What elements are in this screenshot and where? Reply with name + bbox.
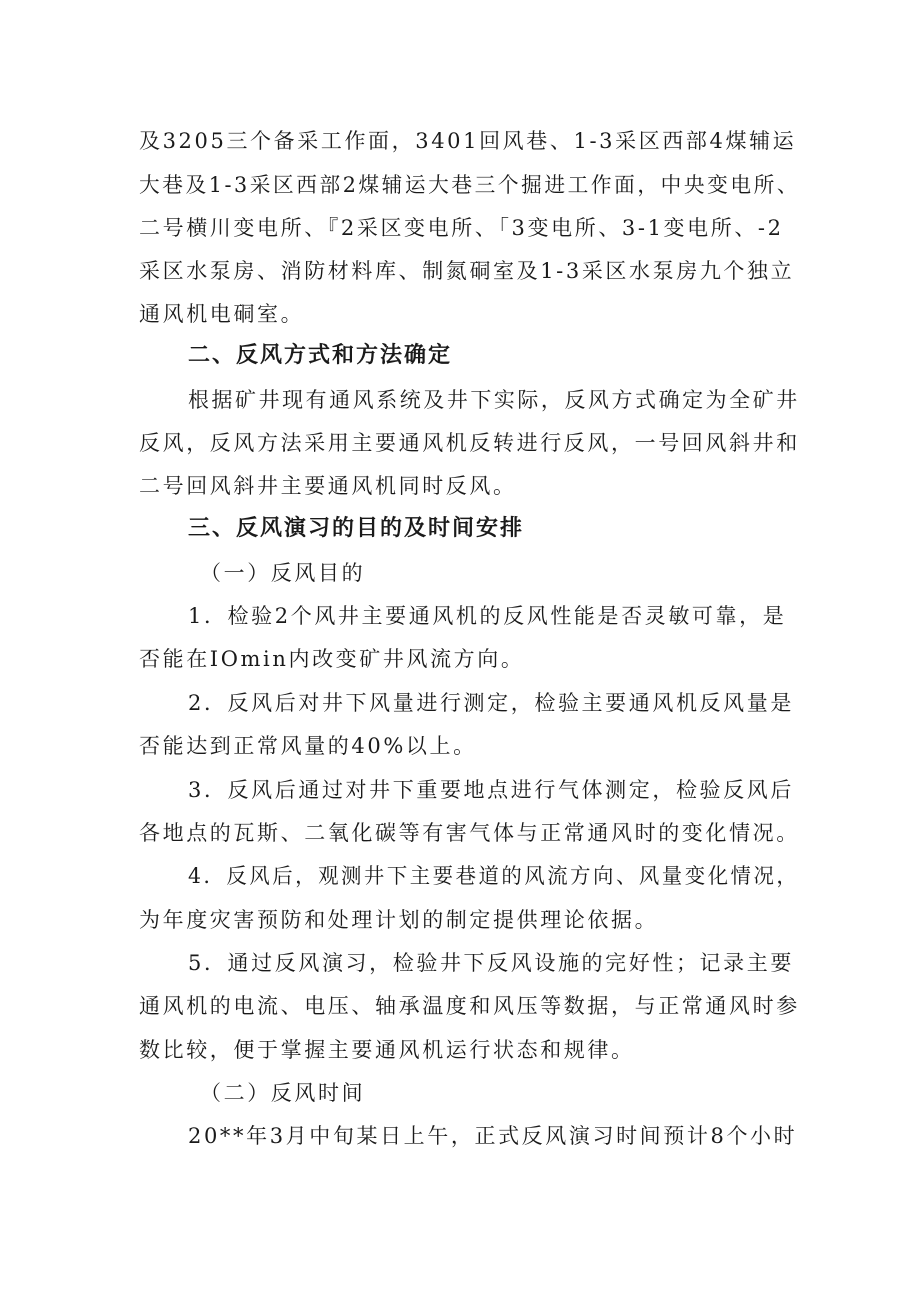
item-1-line-1: 1．检验2个风井主要通风机的反风性能是否灵敏可靠，是 — [188, 604, 787, 628]
intro-line-5: 通风机电硐室。 — [139, 302, 305, 326]
subheading-purpose: （一）反风目的 — [200, 561, 366, 585]
item-5-line-3: 数比较，便于掌握主要通风机运行状态和规律。 — [139, 1038, 635, 1062]
method-line-1: 根据矿井现有通风系统及井下实际，反风方式确定为全矿井 — [188, 388, 800, 412]
item-5-line-1: 5．通过反风演习，检验井下反风设施的完好性；记录主要 — [188, 951, 794, 975]
item-5-line-2: 通风机的电流、电压、轴承温度和风压等数据，与正常通风时参 — [139, 994, 800, 1018]
item-3-line-2: 各地点的瓦斯、二氧化碳等有害气体与正常通风时的变化情况。 — [139, 821, 800, 845]
item-4-line-1: 4．反风后，观测井下主要巷道的风流方向、风量变化情况， — [188, 864, 800, 888]
intro-line-4: 采区水泵房、消防材料库、制氮硐室及1-3采区水泵房九个独立 — [139, 259, 795, 283]
time-line-1: 20**年3月中旬某日上午，正式反风演习时间预计8个小时 — [188, 1124, 798, 1148]
item-4-line-2: 为年度灾害预防和处理计划的制定提供理论依据。 — [139, 908, 659, 932]
subheading-time: （二）反风时间 — [200, 1081, 366, 1105]
section-heading-purpose-time: 三、反风演习的目的及时间安排 — [188, 516, 525, 541]
item-2-line-1: 2．反风后对井下风量进行测定，检验主要通风机反风量是 — [188, 691, 794, 715]
method-line-2: 反风，反风方法采用主要通风机反转进行反风，一号回风斜井和 — [139, 431, 800, 455]
item-2-line-2: 否能达到正常风量的40%以上。 — [139, 734, 477, 758]
method-line-3: 二号回风斜井主要通风机同时反风。 — [139, 474, 517, 498]
intro-line-2: 大巷及1-3采区西部2煤辅运大巷三个掘进工作面，中央变电所、 — [139, 173, 801, 197]
item-3-line-1: 3．反风后通过对井下重要地点进行气体测定，检验反风后 — [188, 778, 794, 802]
section-heading-method: 二、反风方式和方法确定 — [188, 343, 453, 368]
item-1-line-2: 否能在IOmin内改变矿井风流方向。 — [139, 647, 525, 671]
intro-line-1: 及3205三个备采工作面，3401回风巷、1-3采区西部4煤辅运 — [139, 129, 797, 153]
intro-line-3: 二号横川变电所、『2采区变电所、「3变电所、3-1变电所、-2 — [139, 216, 784, 240]
